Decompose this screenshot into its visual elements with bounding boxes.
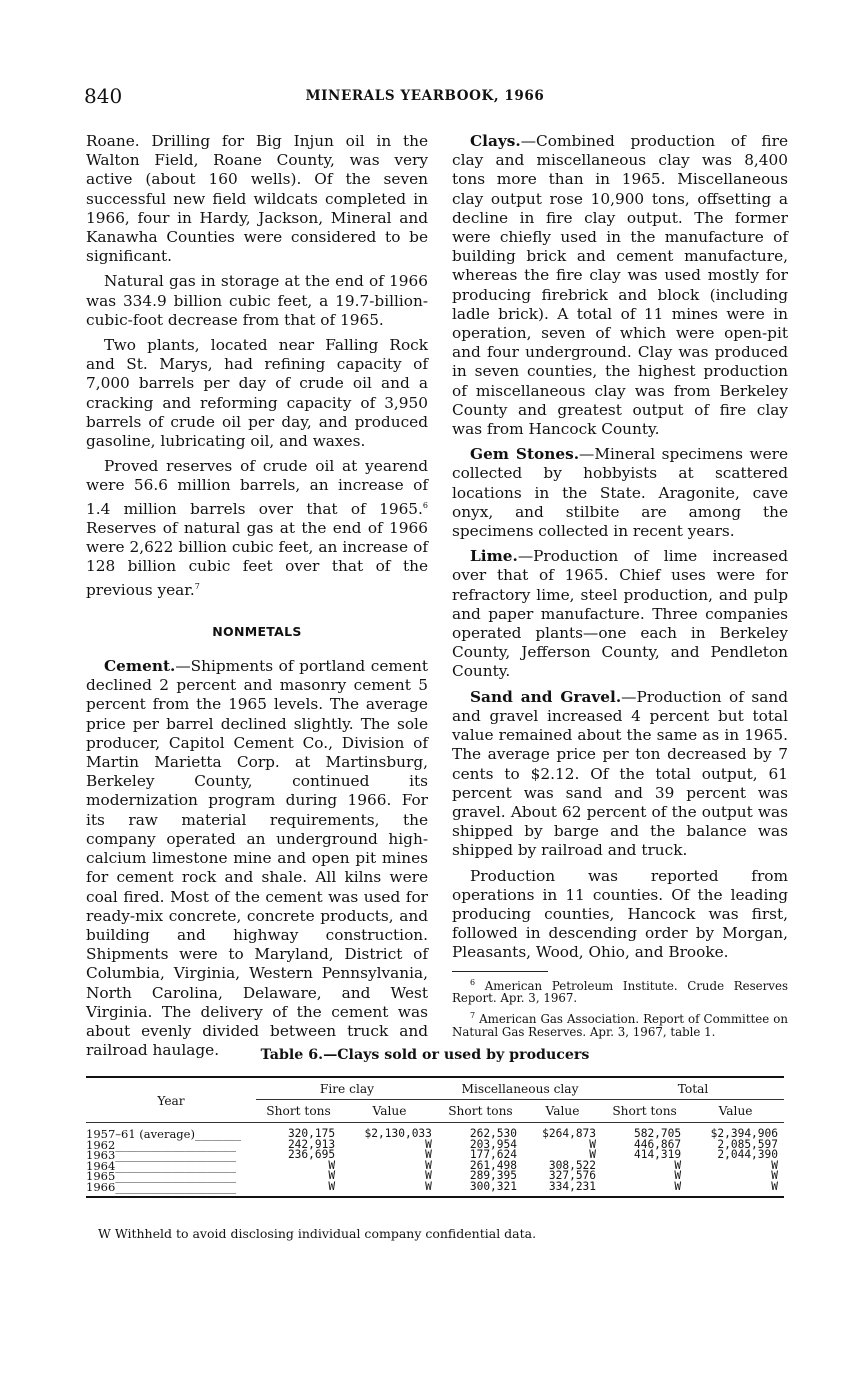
footnote-number: 7	[470, 1011, 476, 1021]
table-note: W Withheld to avoid disclosing individual company confidential data.	[98, 1226, 537, 1241]
paragraph: Roane. Drilling for Big Injun oil in the Walton Field, Roane County, was very active (about 160 wells). Of the seven successful new field wildcats completed in 1966, four in Hardy, Jackson, Mineral and Kanawha Counties were considered to be significant.	[86, 132, 428, 266]
group-header: Total	[602, 1077, 784, 1100]
run-in-heading: Gem Stones.	[470, 445, 580, 464]
table-cell: $2,394,906	[710, 1127, 778, 1140]
paragraph: Natural gas in storage at the end of 1966 was 334.9 billion cubic feet, a 19.7-billion-cubic-foot decrease from that of 1965.	[86, 272, 428, 329]
table-title: Table 6.—Clays sold or used by producers	[260, 1047, 590, 1063]
table-cell: W	[589, 1148, 597, 1161]
table-cell: W	[771, 1169, 778, 1182]
table-cell: 300,321	[438, 1182, 523, 1198]
group-header: Miscellaneous clay	[438, 1077, 602, 1100]
table-cell: W	[341, 1182, 438, 1198]
run-in-heading: Lime.	[470, 547, 518, 566]
table-cell: 242,913	[287, 1137, 336, 1151]
paragraph-cement	[86, 657, 428, 1060]
year-column-header: Year	[86, 1077, 256, 1123]
table-cell: W	[674, 1169, 682, 1182]
paragraph-clays	[452, 132, 788, 439]
column-header: Value	[687, 1100, 784, 1123]
column-header: Short tons	[438, 1100, 523, 1123]
page-number: 840	[84, 84, 123, 108]
paragraph-lime	[452, 547, 788, 681]
table-cell: W	[687, 1182, 784, 1198]
table-cell: W	[674, 1158, 682, 1172]
table-cell: 334,231	[523, 1182, 602, 1198]
footnote-7	[452, 1010, 788, 1038]
footnote-divider	[452, 971, 548, 972]
paragraph-text: Proved reserves of crude oil at yearend were 56.6 million barrels, an increase of 1.4 million barrels over that of 1965.	[86, 457, 428, 518]
table-cell: W	[425, 1169, 432, 1182]
table-cell: 320,175	[287, 1127, 336, 1140]
footnote-ref: 7	[194, 581, 200, 591]
column-header: Short tons	[602, 1100, 687, 1123]
column-header: Short tons	[256, 1100, 341, 1123]
table-cell: 2,044,390	[717, 1148, 778, 1161]
table-cell: W	[602, 1182, 687, 1198]
table-row	[86, 1182, 784, 1198]
paragraph-text: —Production of lime increased over that of 1965. Chief uses were for refractory lime, steel production, and pulp and paper manufacture. Three companies operated plants—one each in Berkeley County, Jefferson County, and Pendleton County.	[452, 547, 788, 681]
table-cell: 177,624	[469, 1148, 517, 1161]
clays-table	[86, 1076, 784, 1198]
footnote-text: American Gas Association. Report of Committee on Natural Gas Reserves. Apr. 3, 1967, table 1.	[452, 1012, 788, 1039]
table-row	[86, 1123, 784, 1140]
footnote-6	[452, 977, 788, 1005]
table-cell: 261,498	[469, 1158, 517, 1172]
paragraph-text: —Combined production of fire clay and miscellaneous clay was 8,400 tons more than in 1965. Miscellaneous clay output rose 10,900 tons, offsetting a decline in fire clay output. The former were chiefly used in the manufacture of building brick and cement manufacture, whereas the fire clay was used mostly for producing firebrick and block (including ladle brick). A total of 11 mines were in operation, seven of which were open-pit and four underground. Clay was produced in seven counties, the highest production of miscellaneous clay was from Berkeley County and greatest output of fire clay was from Hancock County.	[452, 132, 788, 439]
table-cell: W	[425, 1148, 432, 1161]
year-cell: 1964_____________________	[86, 1158, 237, 1173]
table-cell: 289,395	[469, 1169, 517, 1182]
table-cell: $264,873	[542, 1127, 597, 1140]
table-cell: 262,530	[469, 1127, 517, 1140]
column-header: Value	[523, 1100, 602, 1123]
table-cell: W	[771, 1158, 778, 1172]
table-cell: 308,522	[548, 1158, 597, 1172]
table-cell: 327,576	[548, 1169, 597, 1182]
paragraph: Production was reported from operations in 11 counties. Of the leading producing counties, Hancock was first, followed in descending order by Morgan, Pleasants, Wood, Ohio, and Brooke.	[452, 866, 788, 962]
table-cell: W	[256, 1182, 341, 1198]
table-cell: W	[328, 1158, 336, 1172]
paragraph-gem-stones	[452, 445, 788, 541]
table-group-header-row	[86, 1077, 784, 1100]
column-header: Value	[341, 1100, 438, 1123]
year-cell: 1965_____________________	[86, 1169, 237, 1183]
paragraph-sand-gravel	[452, 688, 788, 861]
table-cell: 582,705	[633, 1127, 682, 1140]
table-cell: W	[328, 1169, 336, 1182]
table-cell: 446,867	[633, 1137, 682, 1151]
table-cell: 2,085,597	[717, 1137, 778, 1151]
paragraph-text: —Mineral specimens were collected by hobbyists at scattered locations in the State. Aragonite, cave onyx, and stilbite are among the specimens collected in recent years.	[452, 445, 788, 541]
section-heading: NONMETALS	[212, 623, 302, 639]
group-header: Fire clay	[256, 1077, 438, 1100]
table-cell: W	[589, 1137, 597, 1151]
left-column	[86, 132, 428, 1066]
paragraph: Two plants, located near Falling Rock and St. Marys, had refining capacity of 7,000 barrels per day of crude oil and a cracking and reforming capacity of 3,950 barrels of crude oil per day, and produced gasoline, lubricating oil, and waxes.	[86, 336, 428, 451]
running-head: MINERALS YEARBOOK, 1966	[305, 88, 545, 104]
run-in-heading: Cement.	[104, 657, 176, 676]
table-cell: W	[425, 1158, 432, 1172]
table-cell: 203,954	[469, 1137, 517, 1151]
footnote-text: American Petroleum Institute. Crude Reserves Report. Apr. 3, 1967.	[452, 978, 788, 1005]
year-cell: 1962_____________________	[86, 1137, 237, 1152]
footnote-ref: 6	[422, 500, 428, 510]
year-cell: 1963_____________________	[86, 1148, 237, 1162]
table-cell: 236,695	[287, 1148, 336, 1161]
run-in-heading: Clays.	[470, 132, 521, 150]
year-cell: 1957–61 (average)________	[86, 1127, 241, 1141]
paragraph	[86, 457, 428, 600]
table-cell: W	[425, 1137, 432, 1151]
paragraph-text: —Production of sand and gravel increased 4 percent but total value remained about the same as in 1965. The average price per ton decreased by 7 cents to $2.12. Of the total output, 61 percent was sand and 39 percent was gravel. About 62 percent of the output was shipped by barge and the balance was shipped by railroad and truck.	[452, 687, 788, 860]
paragraph-text: —Shipments of portland cement declined 2 percent and masonry cement 5 percent from the 1965 levels. The average price per barrel declined slightly. The sole producer, Capitol Cement Co., Division of Martin Marietta Corp. at Martinsburg, Berkeley County, continued its modernization program during 1966. For its raw material requirements, the company operated an underground high-calcium limestone mine and open pit mines for cement rock and shale. All kilns were coal fired. Most of the cement was used for ready-mix concrete, concrete products, and building and highway construction. Shipments were to Maryland, District of Columbia, Virginia, Western Pennsylvania, North Carolina, Delaware, and West Virginia. The delivery of the cement was about evenly divided between truck and railroad haulage.	[86, 657, 428, 1060]
paragraph-text: Reserves of natural gas at the end of 1966 were 2,622 billion cubic feet, an increase of 128 billion cubic feet over that of the previous year.	[86, 518, 428, 599]
table-cell: $2,130,033	[364, 1127, 432, 1140]
footnote-number: 6	[470, 977, 476, 987]
right-column	[452, 132, 788, 1044]
run-in-heading: Sand and Gravel.	[470, 687, 622, 706]
year-cell: 1966_____________________	[86, 1182, 256, 1198]
table-cell: 414,319	[633, 1148, 682, 1161]
